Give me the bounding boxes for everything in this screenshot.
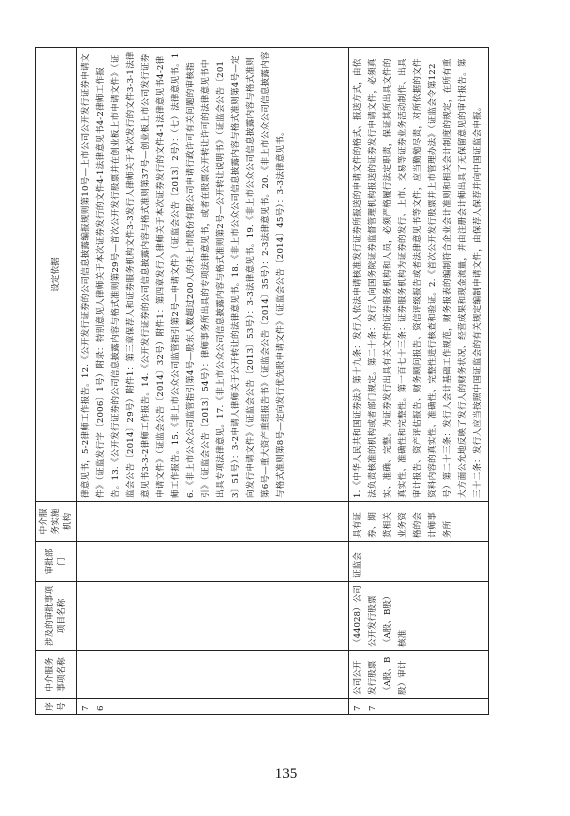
- header-no: 序号: [36, 699, 77, 715]
- service-name-cell: [77, 651, 349, 699]
- service-name-cell: 公司公开发行股票（A股、B股）审计: [349, 651, 489, 699]
- table-row: [77, 48, 349, 715]
- approval-item-cell: [77, 582, 349, 651]
- rotated-table-page: [35, 48, 500, 715]
- header-service-name: 中介服务事项名称: [36, 651, 77, 699]
- approval-dept-cell: 证监会: [349, 542, 489, 582]
- intermediary-service-table: [35, 47, 489, 715]
- service-agency-cell: 具有证券、期货相关业务资格的会计师事务所: [349, 502, 489, 542]
- header-service-agency: 中介服务实施机构: [36, 502, 77, 542]
- header-approval-dept: 审批部门: [36, 542, 77, 582]
- service-agency-cell: [77, 502, 349, 542]
- header-legal-basis: 设定依据: [36, 48, 77, 502]
- legal-basis-cell: 1.《中华人民共和国证券法》第十九条：发行人依法申请核准发行证券所报送的申请文件的格式、报送方式，由依法负责核准的机构或者部门规定。第二十条：发行人向国务院证券监督管理机构报送的证券发行申请文件，必须真实、准确、完整。为证券发行出具有关文件的证券服务机构和人员，必须严格履行法定职责，保证其所出具文件的真实性、准确性和完整性。第一百七十三条：证券服务机构为证券的发行、上市、交易等证券业务活动制作、出具审计报告、资产评估报告、财务顾问报告、资信评级报告或者法律意见书等文件，应当勤勉尽责，对所依据的文件资料内容的真实性、准确性、完整性进行核查和验证。2.《首次公开发行股票并上市管理办法》（证监会令第122号）第二十三条：发行人会计基础工作规范，财务报表的编制符合企业会计准则和相关会计制度的规定，在所有重大方面公允地反映了发行人的财务状况、经营成果和现金流量，并由注册会计师出具了无保留意见的审计报告。第三十二条：发行人应当按照中国证监会的有关规定编制申请文件，由保荐人保荐并向中国证监会申报。: [349, 48, 489, 502]
- page-number: 135: [274, 766, 298, 782]
- table-row: [349, 48, 489, 715]
- approval-item-cell: （44028）公司公开发行股票（A股、B股）核准: [349, 582, 489, 651]
- row-number: 77: [349, 699, 489, 715]
- table-header-row: [36, 48, 77, 715]
- row-number: 76: [77, 699, 349, 715]
- header-approval-item: 涉及的审批事项项目名称: [36, 582, 77, 651]
- approval-dept-cell: [77, 542, 349, 582]
- legal-basis-cell: 律意见书，5-2律师工作报告。12.《公开发行证券的公司信息披露编报规则第10号—上市公司公开发行证券申请文件》（证监发行字〔2006〕1号）附录：特别意见人律师关于本次证券发行的文件4-1法律意见书4-2律师工作报告。13.《公开发行证券的公司信息披露内容与格式准则第29号—首次公开发行股票并在创业板上市申请文件》（证监会公告〔2014〕29号）附件1：第三章保荐人和证券服务机构文件3-3发行人律师关于本次发行的文件3-3-1法律意见书3-3-2律师工作报告。14.《公开发行证券的公司信息披露内容与格式准则第37号—创业板上市公司发行证券申请文件》（证监会公告〔2014〕32号）附件1：第四章发行人律师关于本次证券发行的文件4-1法律意见书4-2律师工作报告。15.《非上市公众公司监管指引第2号—申请文件》（证监会公告〔2013〕2号）：（七）法律意见书。16.《非上市公众公司监管指引第4号—股东人数超过200人的未上市股份有限公司申请行政许可有关问题的审核指引》（证监会公告〔2013〕54号）：律师事务所出具的专项法律意见书，或者在股票公开转让许可的法律意见书中出具专项法律意见。17.《非上市公众公司信息披露内容与格式准则第2号—公开转让说明书》（证监会公告〔2013〕51号）：3-2申请人律师关于公开转让的法律意见书。18.《非上市公众公司信息披露内容与格式准则第4号—定向发行申请文件》（证监会公告〔2013〕53号）：3-3法律意见书。19.《非上市公众公司信息披露内容与格式准则第6号—重大资产重组报告书》（证监会公告〔2014〕35号）：2-3法律意见书。20.《非上市公众公司信息披露内容与格式准则第8号—定向发行优先股申请文件》（证监会公告〔2014〕45号）：3-3法律意见书。: [77, 48, 349, 502]
